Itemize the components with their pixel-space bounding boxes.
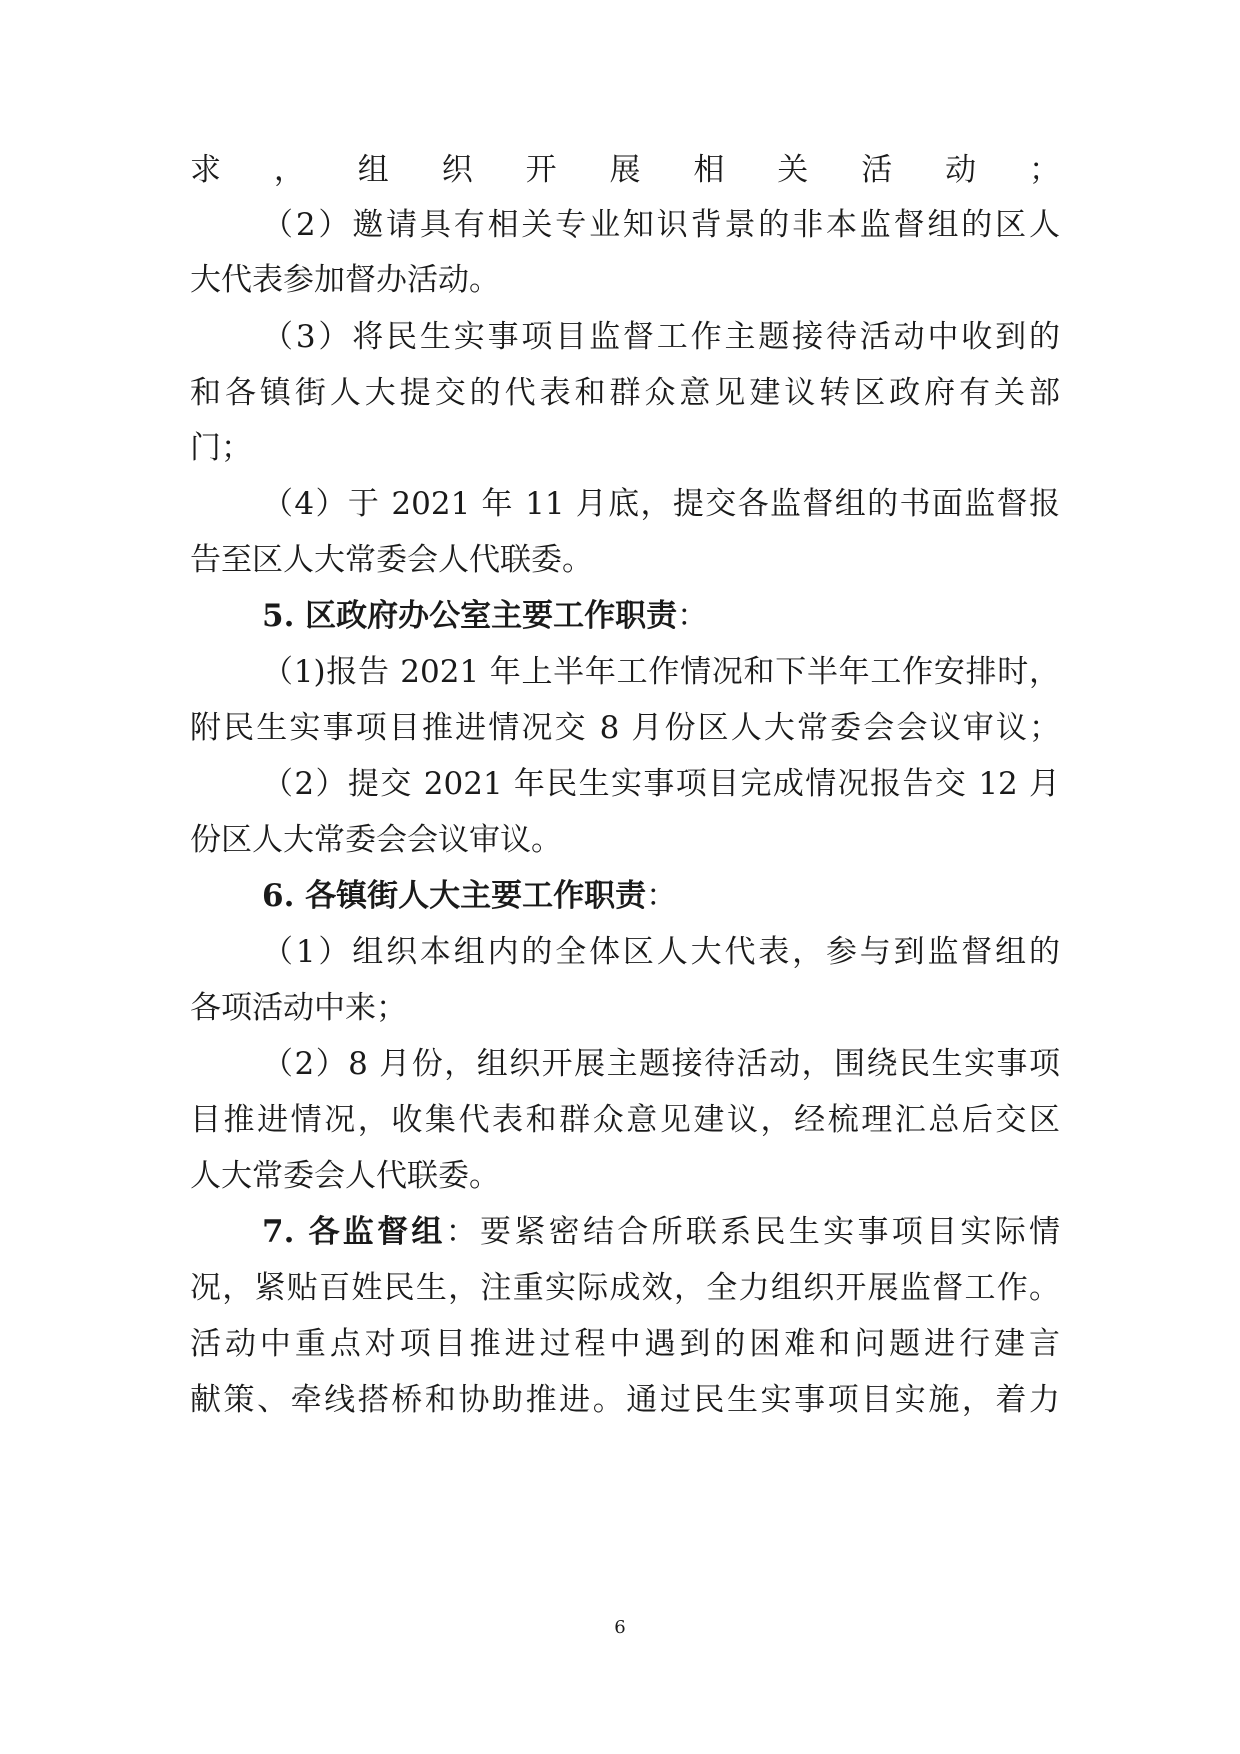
section-heading: 6. 各镇街人大主要工作职责： — [262, 878, 678, 914]
section-heading-lead: 7. 各监督组 — [262, 1214, 446, 1250]
section-heading: 7. 各监督组：要紧密结合所联系民生实事项目实际情 — [262, 1214, 1060, 1250]
text-line: （1)报告 2021 年上半年工作情况和下半年工作安排时， — [262, 654, 1060, 690]
page-number: 6 — [614, 1617, 626, 1638]
text-line: （2）提交 2021 年民生实事项目完成情况报告交 12 月 — [262, 766, 1060, 802]
text-line: 求，组织开展相关活动； — [190, 152, 1060, 188]
text-line: 献策、牵线搭桥和协助推进。通过民生实事项目实施，着力 — [190, 1382, 1060, 1418]
text-line: 活动中重点对项目推进过程中遇到的困难和问题进行建言 — [190, 1326, 1060, 1362]
text-line: 大代表参加督办活动。 — [190, 262, 500, 298]
text-line: （2）8 月份，组织开展主题接待活动，围绕民生实事项 — [262, 1046, 1060, 1082]
text-line: （3）将民生实事项目监督工作主题接待活动中收到的 — [262, 319, 1060, 355]
section-heading: 5. 区政府办公室主要工作职责： — [262, 598, 709, 634]
text-line: 目推进情况，收集代表和群众意见建议，经梳理汇总后交区 — [190, 1102, 1060, 1138]
section-heading-lead: 5. 区政府办公室主要工作职责 — [262, 598, 678, 634]
text-line: 各项活动中来； — [190, 990, 407, 1026]
text-line: （1）组织本组内的全体区人大代表，参与到监督组的 — [262, 934, 1060, 970]
text-line: 门； — [190, 430, 252, 466]
text-line: 附民生实事项目推进情况交 8 月份区人大常委会会议审议； — [190, 710, 1060, 746]
section-heading-lead: 6. 各镇街人大主要工作职责 — [262, 878, 647, 914]
text-line: 告至区人大常委会人代联委。 — [190, 542, 593, 578]
text-line: （4）于 2021 年 11 月底，提交各监督组的书面监督报 — [262, 486, 1060, 522]
text-line: 份区人大常委会会议审议。 — [190, 822, 562, 858]
text-line: 和各镇街人大提交的代表和群众意见建议转区政府有关部 — [190, 375, 1060, 411]
text-line: 况，紧贴百姓民生，注重实际成效，全力组织开展监督工作。 — [190, 1270, 1060, 1306]
text-line: 人大常委会人代联委。 — [190, 1158, 500, 1194]
text-line: （2）邀请具有相关专业知识背景的非本监督组的区人 — [262, 207, 1060, 243]
